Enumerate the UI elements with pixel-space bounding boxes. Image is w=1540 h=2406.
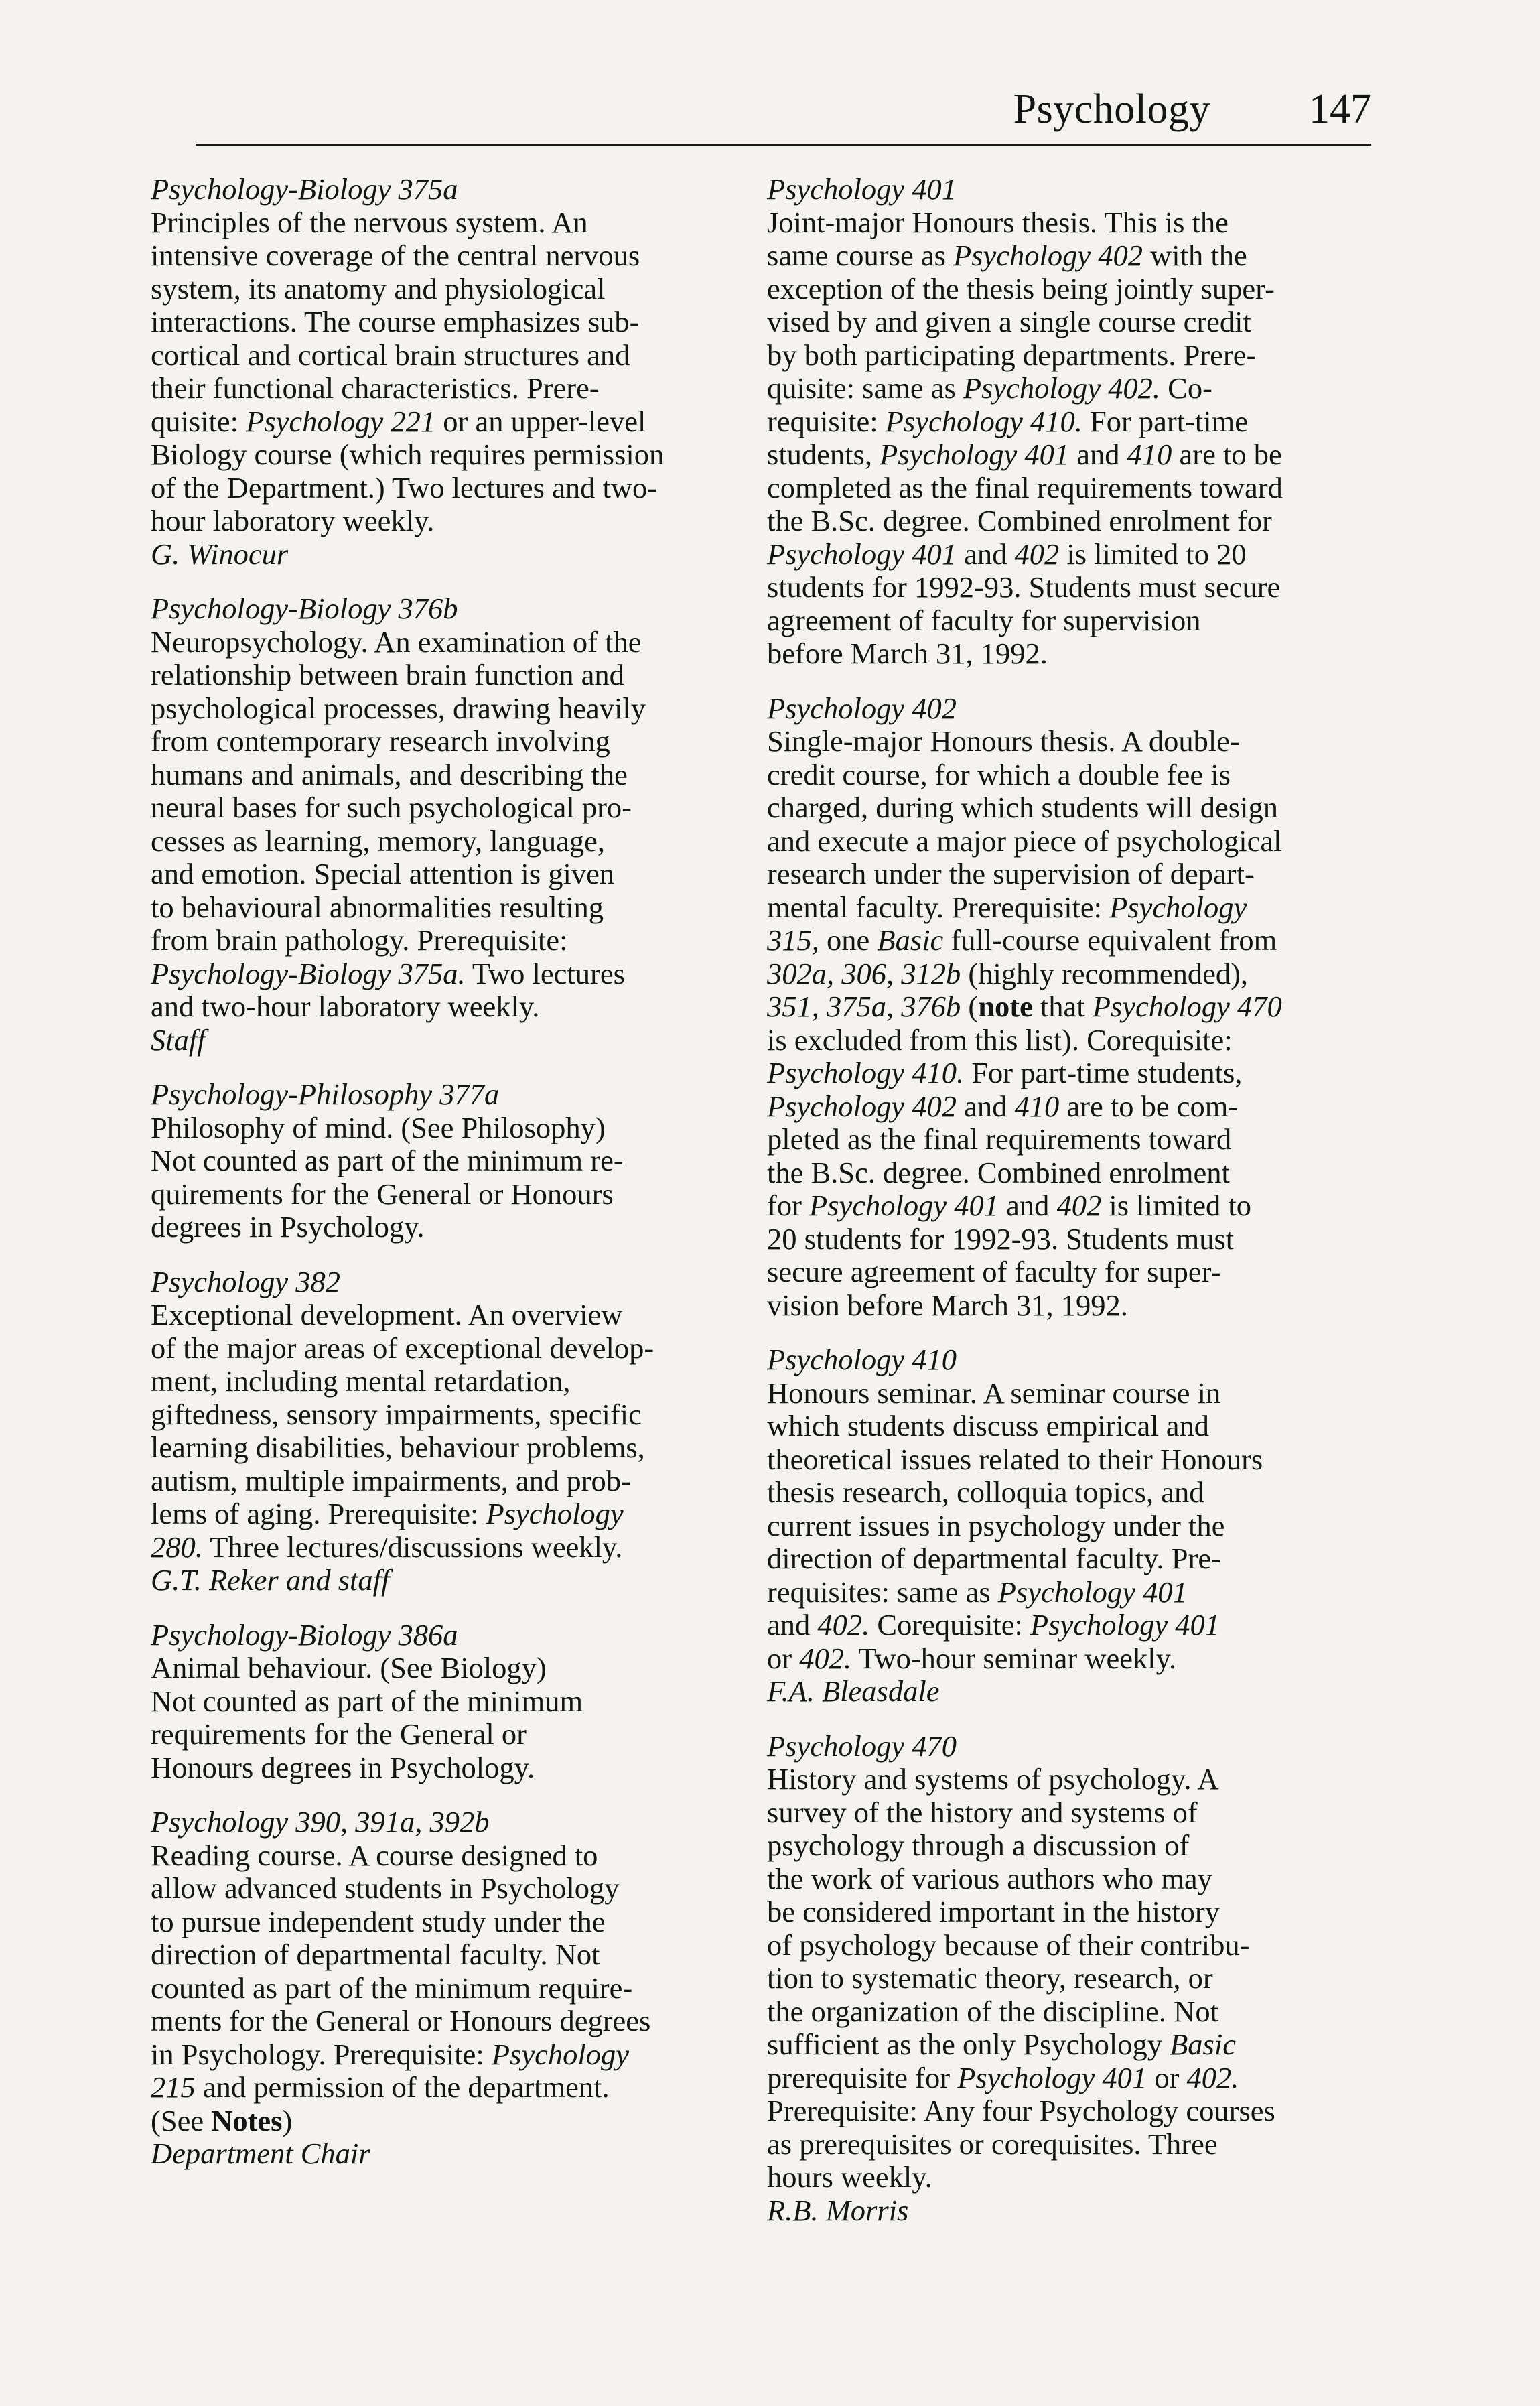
course-entry — [151, 1078, 754, 1244]
course-description-line: tion to systematic theory, research, or — [767, 1961, 1213, 1995]
course-description-line: and execute a major piece of psychological — [767, 823, 1282, 858]
course-title: Psychology-Biology 386a — [151, 1617, 458, 1652]
course-entry — [151, 1266, 754, 1597]
course-description-line: Psychology-Biology 375a. Two lectures — [151, 956, 625, 990]
course-description-line: allow advanced students in Psychology — [151, 1871, 620, 1905]
course-description-line: research under the supervision of depart- — [767, 857, 1255, 890]
course-title: Psychology 401 — [767, 172, 957, 206]
course-description-line: system, its anatomy and physiological — [151, 271, 606, 306]
course-description-line: Biology course (which requires permission — [151, 438, 664, 471]
course-description-line: Honours seminar. A seminar course in — [767, 1376, 1221, 1410]
course-description-line: the B.Sc. degree. Combined enrolment — [767, 1155, 1230, 1189]
course-description-line: ment, including mental retardation, — [151, 1364, 571, 1398]
course-instructor: G. Winocur — [151, 537, 289, 571]
course-entry — [151, 1806, 754, 2171]
course-description-line: of psychology because of their contribu- — [767, 1928, 1250, 1962]
course-description-line: 215 and permission of the department. — [151, 2070, 610, 2104]
course-entry — [151, 173, 754, 571]
course-description-line: Animal behaviour. (See Biology) — [151, 1651, 547, 1684]
course-title: Psychology 410 — [767, 1343, 957, 1376]
course-description-line: Prerequisite: Any four Psychology courses — [767, 2094, 1275, 2127]
course-description-line: learning disabilities, behaviour problems, — [151, 1430, 645, 1464]
course-description-line: counted as part of the minimum require- — [151, 1970, 633, 2005]
course-description-line: direction of departmental faculty. Pre- — [767, 1542, 1221, 1575]
course-entry — [767, 1730, 1370, 2228]
course-description-line: Principles of the nervous system. An — [151, 205, 588, 239]
course-description-line: from contemporary research involving — [151, 724, 610, 758]
course-description-line: of the major areas of exceptional develop- — [151, 1331, 654, 1365]
course-description-line: requisite: Psychology 410. For part-time — [767, 404, 1249, 438]
course-description-line: quisite: Psychology 221 or an upper-level — [151, 404, 646, 438]
course-description-line: sufficient as the only Psychology Basic — [767, 2027, 1236, 2061]
course-description-line: before March 31, 1992. — [767, 637, 1048, 670]
course-description-line: mental faculty. Prerequisite: Psychology — [767, 890, 1247, 924]
course-instructor: G.T. Reker and staff — [151, 1563, 390, 1597]
course-title: Psychology-Biology 376b — [151, 592, 458, 625]
course-description-line: Not counted as part of the minimum re- — [151, 1144, 624, 1177]
course-description-line: psychology through a discussion of — [767, 1828, 1190, 1862]
course-description-line: theoretical issues related to their Honours — [767, 1442, 1263, 1476]
course-description-line: for Psychology 401 and 402 is limited to — [767, 1189, 1252, 1222]
course-description-line: Psychology 410. For part-time students, — [767, 1056, 1243, 1089]
course-description-line: quisite: same as Psychology 402. Co- — [767, 371, 1212, 405]
right-column — [767, 173, 1370, 2249]
course-description-line: autism, multiple impairments, and prob- — [151, 1463, 631, 1497]
course-description-line: the organization of the discipline. Not — [767, 1994, 1218, 2028]
course-description-line: Philosophy of mind. (See Philosophy) — [151, 1110, 606, 1144]
course-description-line: be considered important in the history — [767, 1895, 1220, 1928]
course-description-line: Psychology 401 and 402 is limited to 20 — [767, 537, 1247, 571]
page-number: 147 — [1309, 86, 1371, 132]
course-description-line: Neuropsychology. An examination of the — [151, 624, 642, 659]
course-description-line: requirements for the General or — [151, 1717, 527, 1751]
course-description-line: to behavioural abnormalities resulting — [151, 890, 604, 924]
course-description-line: (See Notes) — [151, 2103, 293, 2137]
course-entry — [767, 692, 1370, 1323]
course-description-line: of the Department.) Two lectures and two- — [151, 470, 658, 505]
course-description-line: or 402. Two-hour seminar weekly. — [767, 1641, 1177, 1675]
course-description-line: completed as the final requirements toward — [767, 470, 1283, 505]
course-description-line: Single-major Honours thesis. A double- — [767, 724, 1240, 758]
course-entry — [767, 173, 1370, 671]
course-description-line: secure agreement of faculty for super- — [767, 1255, 1221, 1288]
course-description-line: quirements for the General or Honours — [151, 1177, 614, 1211]
course-title: Psychology 402 — [767, 691, 957, 725]
course-description-line: 351, 375a, 376b (note that Psychology 470 — [767, 990, 1282, 1023]
course-description-line: to pursue independent study under the — [151, 1904, 606, 1938]
course-entry — [767, 1343, 1370, 1709]
course-description-line: hour laboratory weekly. — [151, 504, 435, 537]
left-column — [151, 173, 754, 2192]
course-description-line: charged, during which students will design — [767, 791, 1278, 824]
course-entry — [151, 1619, 754, 1785]
course-description-line: 20 students for 1992-93. Students must — [767, 1221, 1235, 1256]
course-description-line: students, Psychology 401 and 410 are to be — [767, 438, 1282, 471]
course-title: Psychology-Philosophy 377a — [151, 1077, 500, 1111]
course-description-line: credit course, for which a double fee is — [767, 757, 1231, 791]
course-description-line: Joint-major Honours thesis. This is the — [767, 205, 1229, 239]
course-description-line: and emotion. Special attention is given — [151, 857, 615, 890]
course-description-line: exception of the thesis being jointly super- — [767, 271, 1275, 306]
course-description-line: prerequisite for Psychology 401 or 402. — [767, 2060, 1239, 2094]
course-instructor: Department Chair — [151, 2137, 370, 2170]
course-description-line: agreement of faculty for supervision — [767, 603, 1201, 637]
course-description-line: requisites: same as Psychology 401 — [767, 1575, 1188, 1609]
course-description-line: same course as Psychology 402 with the — [767, 239, 1247, 272]
course-description-line: Psychology 402 and 410 are to be com- — [767, 1089, 1239, 1123]
course-description-line: interactions. The course emphasizes sub- — [151, 305, 640, 338]
course-description-line: the work of various authors who may — [767, 1861, 1212, 1895]
page-header — [196, 80, 1371, 147]
course-description-line: pleted as the final requirements toward — [767, 1122, 1232, 1156]
running-header-title: Psychology — [1013, 86, 1210, 132]
course-description-line: Honours degrees in Psychology. — [151, 1750, 535, 1784]
course-instructor: Staff — [151, 1022, 206, 1057]
course-description-line: ments for the General or Honours degrees — [151, 2004, 651, 2037]
course-description-line: and 402. Corequisite: Psychology 401 — [767, 1608, 1220, 1642]
course-title: Psychology 382 — [151, 1264, 340, 1298]
course-instructor: F.A. Bleasdale — [767, 1674, 940, 1708]
course-description-line: Not counted as part of the minimum — [151, 1684, 583, 1718]
course-description-line: humans and animals, and describing the — [151, 757, 628, 791]
course-description-line: Exceptional development. An overview — [151, 1298, 623, 1331]
course-description-line: which students discuss empirical and — [767, 1409, 1209, 1443]
course-title: Psychology 390, 391a, 392b — [151, 1805, 490, 1839]
course-description-line: thesis research, colloquia topics, and — [767, 1475, 1204, 1509]
course-description-line: psychological processes, drawing heavily — [151, 691, 646, 725]
course-description-line: from brain pathology. Prerequisite: — [151, 923, 568, 957]
course-description-line: hours weekly. — [767, 2160, 932, 2194]
course-description-line: the B.Sc. degree. Combined enrolment for — [767, 504, 1272, 537]
course-entry — [151, 592, 754, 1057]
course-title: Psychology 470 — [767, 1729, 957, 1763]
course-description-line: 315, one Basic full-course equivalent from — [767, 923, 1277, 957]
course-description-line: as prerequisites or corequisites. Three — [767, 2127, 1218, 2161]
course-description-line: degrees in Psychology. — [151, 1210, 425, 1244]
course-description-line: is excluded from this list). Corequisite: — [767, 1022, 1233, 1057]
course-description-line: students for 1992-93. Students must secure — [767, 570, 1281, 604]
course-description-line: their functional characteristics. Prere- — [151, 371, 600, 405]
course-description-line: intensive coverage of the central nervous — [151, 239, 640, 272]
course-description-line: survey of the history and systems of — [767, 1795, 1198, 1829]
course-title: Psychology-Biology 375a — [151, 172, 458, 206]
course-description-line: Reading course. A course designed to — [151, 1838, 598, 1872]
header-rule — [196, 144, 1371, 146]
course-description-line: vision before March 31, 1992. — [767, 1288, 1128, 1322]
course-description-line: 302a, 306, 312b (highly recommended), — [767, 956, 1249, 990]
course-instructor: R.B. Morris — [767, 2193, 909, 2227]
course-description-line: giftedness, sensory impairments, specific — [151, 1397, 642, 1431]
course-description-line: and two-hour laboratory weekly. — [151, 990, 540, 1023]
course-description-line: neural bases for such psychological pro- — [151, 791, 632, 824]
course-description-line: in Psychology. Prerequisite: Psychology — [151, 2037, 629, 2071]
course-description-line: cortical and cortical brain structures and — [151, 338, 630, 372]
course-description-line: relationship between brain function and — [151, 658, 624, 691]
course-description-line: History and systems of psychology. A — [767, 1762, 1219, 1796]
course-description-line: cesses as learning, memory, language, — [151, 823, 605, 858]
course-description-line: current issues in psychology under the — [767, 1508, 1225, 1542]
course-description-line: 280. Three lectures/discussions weekly. — [151, 1530, 623, 1564]
course-description-line: by both participating departments. Prere- — [767, 338, 1257, 372]
course-description-line: direction of departmental faculty. Not — [151, 1938, 600, 1971]
course-description-line: lems of aging. Prerequisite: Psychology — [151, 1497, 624, 1530]
course-description-line: vised by and given a single course credit — [767, 305, 1251, 338]
